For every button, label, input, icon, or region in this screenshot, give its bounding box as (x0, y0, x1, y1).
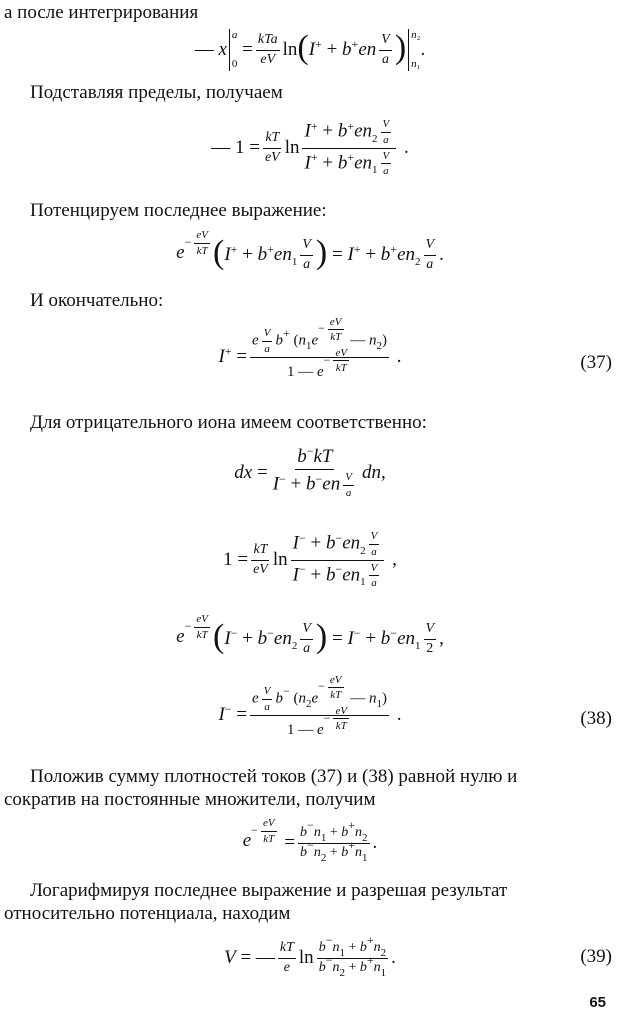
paragraph-log-line1: Логарифмируя последнее выражение и разрешая результат (30, 880, 508, 901)
equation-number-39: (39) (580, 946, 612, 967)
equation-ratio: $e^{- \frac{eV}{kT}}$ = $\frac{b-n_1 + b+n_2}{b-n_2 + b+n_1}$ . (242, 816, 378, 864)
equation-39: V = — $\frac{kT}{e}$ ln $\frac{b-n_1 + b+n_2}{b-n_2 + b+n_1}$ . (224, 933, 396, 979)
paragraph-potentiate: Потенцируем последнее выражение: (30, 200, 327, 221)
equation-dx: dx = b−kT I− + b−en $\frac{V}{a}$ dn, (234, 444, 386, 499)
equation-number-38: (38) (580, 708, 612, 729)
paragraph-negative-ion: Для отрицательного иона имеем соответственно: (30, 412, 427, 433)
equation-potentiated-negative: $e^{- \frac{eV}{kT}}$ ( $I^- + b^-en_2$ $\frac{V}{a}$ ) = $I^- + b^-en_1$ $\frac{V}{2}$ , (176, 612, 444, 656)
equation-potentiated: $e^{- \frac{eV}{kT}}$ ( $I^+ + b^+en_1$ $\frac{V}{a}$ ) = $I^+ + b^+en_2$ $\frac{V}{a}$ . (176, 228, 444, 272)
paragraph-limits: Подставляя пределы, получаем (30, 82, 283, 103)
paragraph-sum-line1: Положив сумму плотностей токов (37) и (38) равной нулю и (30, 766, 518, 787)
equation-38: I− = e $\frac{V}{a}$ b− ($n_2e^{- \frac{eV}{kT}}$ — $n_1$) 1 — $e^{- \frac{eV}{kT}}$ . (218, 673, 402, 738)
page-number: 65 (589, 994, 606, 1011)
paragraph-finally: И окончательно: (30, 290, 164, 311)
equation-limits: — 1 = $\frac{kT}{eV}$ ln $I^+ + b^+en_2$ $\frac{V}{a}$ $I^+ + b^+en_1$ $\frac{V}{a}$ . (211, 118, 409, 178)
paragraph-sum-line2: сократив на постоянные множители, получим (4, 789, 376, 810)
paragraph-log-line2: относительно потенциала, находим (4, 903, 291, 924)
paragraph-intro: а после интегрирования (4, 2, 199, 23)
equation-log-negative: 1 = $\frac{kT}{eV}$ ln $I^- + b^-en_2$ $\frac{V}{a}$ $I^- + b^-en_1$ $\frac{V}{a}$ , (223, 530, 397, 590)
equation-37: I+ = e $\frac{V}{a}$ b+ ($n_1e^{- \frac{eV}{kT}}$ — $n_2$) 1 — $e^{- \frac{eV}{kT}}$ . (218, 315, 402, 380)
equation-integration: — x a 0 = $\frac{\text{kTa}}{eV}$ ln ( I+ + b+en $\frac{V}{a}$ ) n₂ n₁ . (194, 29, 426, 71)
equation-number-37: (37) (580, 352, 612, 373)
